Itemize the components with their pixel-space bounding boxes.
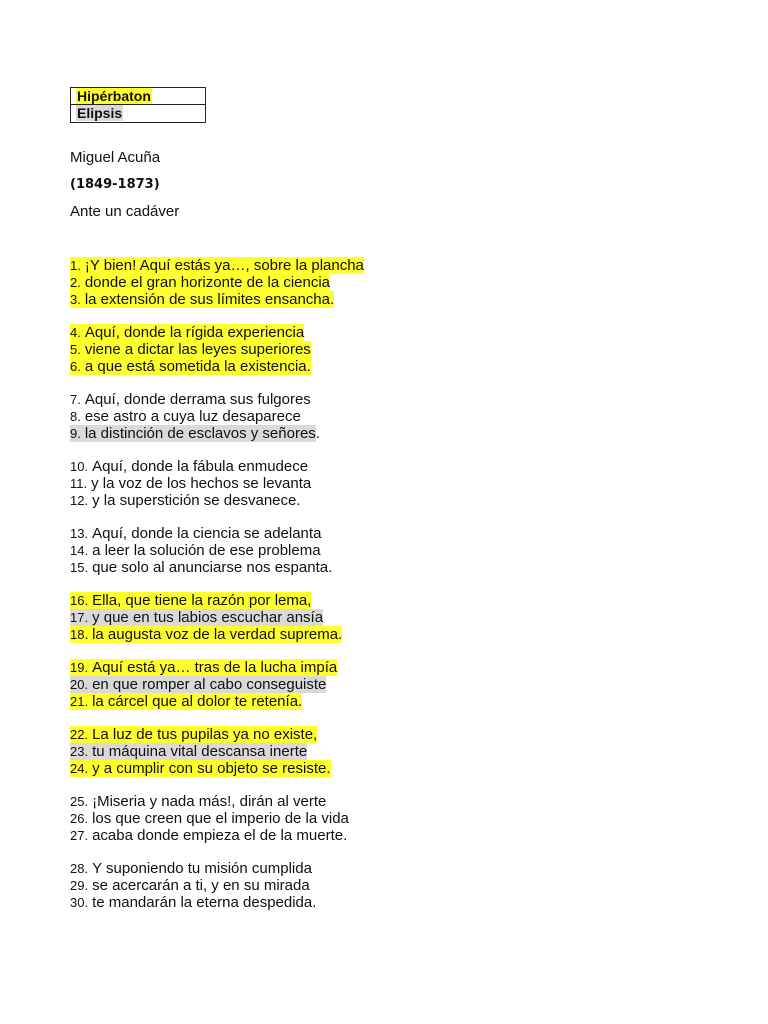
verse-line [70, 626, 670, 643]
verse-text: Aquí, donde derrama sus fulgores [84, 391, 311, 408]
stanza [70, 257, 670, 308]
verse-highlight [70, 659, 337, 676]
verse-number: 28. [70, 861, 89, 876]
verse-text: La luz de tus pupilas ya no existe, [92, 726, 318, 743]
verse-number: 5. [70, 342, 81, 357]
verse-number: 3. [70, 292, 81, 307]
verse-line [70, 324, 670, 341]
verse-highlight [70, 291, 334, 308]
verse-number: 14. [70, 543, 89, 558]
verse-line [70, 810, 670, 827]
verse-number: 16. [70, 593, 89, 608]
verse-line [70, 676, 670, 693]
author-name: Miguel Acuña [70, 149, 161, 166]
verse-number: 27. [70, 828, 89, 843]
verse-highlight [70, 676, 326, 693]
verse-text: y que en tus labios escuchar ansía [92, 609, 324, 626]
verse-number: 4. [70, 325, 81, 340]
verse-highlight [70, 408, 301, 425]
verse-text: ese astro a cuya luz desaparece [84, 408, 301, 425]
verse-highlight [70, 358, 311, 375]
verse-highlight [70, 743, 307, 760]
verse-number: 24. [70, 761, 89, 776]
verse-text: te mandarán la eterna despedida. [92, 894, 317, 911]
stanza [70, 860, 670, 911]
verse-number: 1. [70, 258, 81, 273]
verse-line [70, 542, 670, 559]
verse-number: 10. [70, 459, 89, 474]
verse-text: ¡Y bien! Aquí estás ya…, sobre la plancha [84, 257, 364, 274]
verse-line [70, 358, 670, 375]
verse-text: Ella, que tiene la razón por lema, [92, 592, 312, 609]
verse-line [70, 341, 670, 358]
verse-text: que solo al anunciarse nos espanta. [92, 559, 333, 576]
legend-hiperbaton [71, 88, 205, 105]
verse-text: y la voz de los hechos se levanta [91, 475, 312, 492]
verse-highlight [70, 592, 311, 609]
verse-number: 23. [70, 744, 89, 759]
verse-text: y a cumplir con su objeto se resiste. [92, 760, 331, 777]
stanza [70, 592, 670, 643]
verse-highlight [70, 559, 332, 576]
verse-number: 19. [70, 660, 89, 675]
verse-text: en que romper al cabo conseguiste [92, 676, 327, 693]
verse-highlight [70, 525, 321, 542]
verse-number: 25. [70, 794, 89, 809]
verse-highlight [70, 542, 321, 559]
verse-number: 11. [70, 476, 88, 491]
verse-line [70, 492, 670, 509]
verse-number: 15. [70, 560, 89, 575]
verse-highlight [70, 391, 311, 408]
verse-line [70, 458, 670, 475]
verse-highlight [70, 810, 349, 827]
verse-text: tu máquina vital descansa inerte [92, 743, 308, 760]
legend-elipsis-label: Elipsis [77, 105, 123, 121]
verse-highlight [70, 458, 308, 475]
verse-highlight [70, 475, 311, 492]
stanza [70, 458, 670, 509]
stanza [70, 324, 670, 375]
verse-line [70, 860, 670, 877]
verse-number: 2. [70, 275, 81, 290]
verse-line [70, 827, 670, 844]
verse-text: la extensión de sus límites ensancha. [84, 291, 335, 308]
verse-number: 13. [70, 526, 89, 541]
verse-number: 26. [70, 811, 89, 826]
verse-line [70, 425, 670, 442]
verse-highlight [70, 894, 316, 911]
verse-line [70, 274, 670, 291]
verse-text: Aquí está ya… tras de la lucha impía [92, 659, 338, 676]
verse-text: Y suponiendo tu misión cumplida [92, 860, 312, 877]
stanza [70, 391, 670, 442]
verse-number: 22. [70, 727, 89, 742]
verse-highlight [70, 257, 364, 274]
verse-number: 6. [70, 359, 81, 374]
stanza [70, 659, 670, 710]
verse-highlight [70, 693, 302, 710]
verse-line [70, 726, 670, 743]
verse-text: viene a dictar las leyes superiores [84, 341, 311, 358]
verse-text: los que creen que el imperio de la vida [92, 810, 349, 827]
verse-line [70, 475, 670, 492]
verse-number: 12. [70, 493, 89, 508]
verse-text: Aquí, donde la rígida experiencia [84, 324, 305, 341]
verse-text: a leer la solución de ese problema [92, 542, 321, 559]
author-years: (1849-1873) [70, 177, 160, 192]
verse-highlight [70, 609, 323, 626]
verse-text: y la superstición se desvanece. [92, 492, 301, 509]
verse-number: 18. [70, 627, 89, 642]
stanza [70, 793, 670, 844]
poem-title: Ante un cadáver [70, 203, 180, 220]
verse-number: 20. [70, 677, 89, 692]
verse-text: Aquí, donde la ciencia se adelanta [92, 525, 322, 542]
verse-number: 21. [70, 694, 89, 709]
verse-number: 17. [70, 610, 89, 625]
verse-highlight [70, 877, 310, 894]
verse-text: la distinción de esclavos y señores [84, 425, 316, 442]
verse-number: 9. [70, 426, 81, 441]
verse-line [70, 894, 670, 911]
verse-line [70, 559, 670, 576]
verse-highlight [70, 860, 312, 877]
verse-line [70, 659, 670, 676]
verse-line [70, 525, 670, 542]
verse-highlight [70, 726, 317, 743]
verse-number: 30. [70, 895, 89, 910]
poem-body [70, 257, 670, 927]
verse-highlight [70, 274, 330, 291]
verse-text: donde el gran horizonte de la ciencia [84, 274, 331, 291]
verse-number: 29. [70, 878, 89, 893]
legend-hiperbaton-label: Hipérbaton [77, 88, 151, 104]
verse-highlight [70, 626, 342, 643]
verse-text: se acercarán a ti, y en su mirada [92, 877, 310, 894]
stanza [70, 525, 670, 576]
verse-line [70, 291, 670, 308]
verse-highlight [70, 341, 311, 358]
verse-highlight [70, 760, 331, 777]
verse-highlight [70, 793, 326, 810]
verse-text: ¡Miseria y nada más!, dirán al verte [92, 793, 327, 810]
legend-table [70, 87, 206, 123]
verse-highlight [70, 324, 304, 341]
verse-line [70, 609, 670, 626]
verse-number: 7. [70, 392, 81, 407]
verse-text: a que está sometida la existencia. [84, 358, 311, 375]
verse-line [70, 793, 670, 810]
verse-text: la cárcel que al dolor te retenía. [92, 693, 303, 710]
verse-tail: . [315, 425, 320, 442]
verse-line [70, 391, 670, 408]
verse-highlight [70, 827, 347, 844]
verse-line [70, 743, 670, 760]
verse-line [70, 877, 670, 894]
verse-line [70, 257, 670, 274]
verse-text: acaba donde empieza el de la muerte. [92, 827, 348, 844]
verse-line [70, 408, 670, 425]
verse-number: 8. [70, 409, 81, 424]
verse-line [70, 693, 670, 710]
verse-highlight [70, 425, 316, 442]
verse-text: Aquí, donde la fábula enmudece [92, 458, 309, 475]
verse-line [70, 592, 670, 609]
stanza [70, 726, 670, 777]
verse-highlight [70, 492, 301, 509]
verse-text: la augusta voz de la verdad suprema. [92, 626, 343, 643]
verse-line [70, 760, 670, 777]
legend-elipsis [71, 105, 205, 122]
